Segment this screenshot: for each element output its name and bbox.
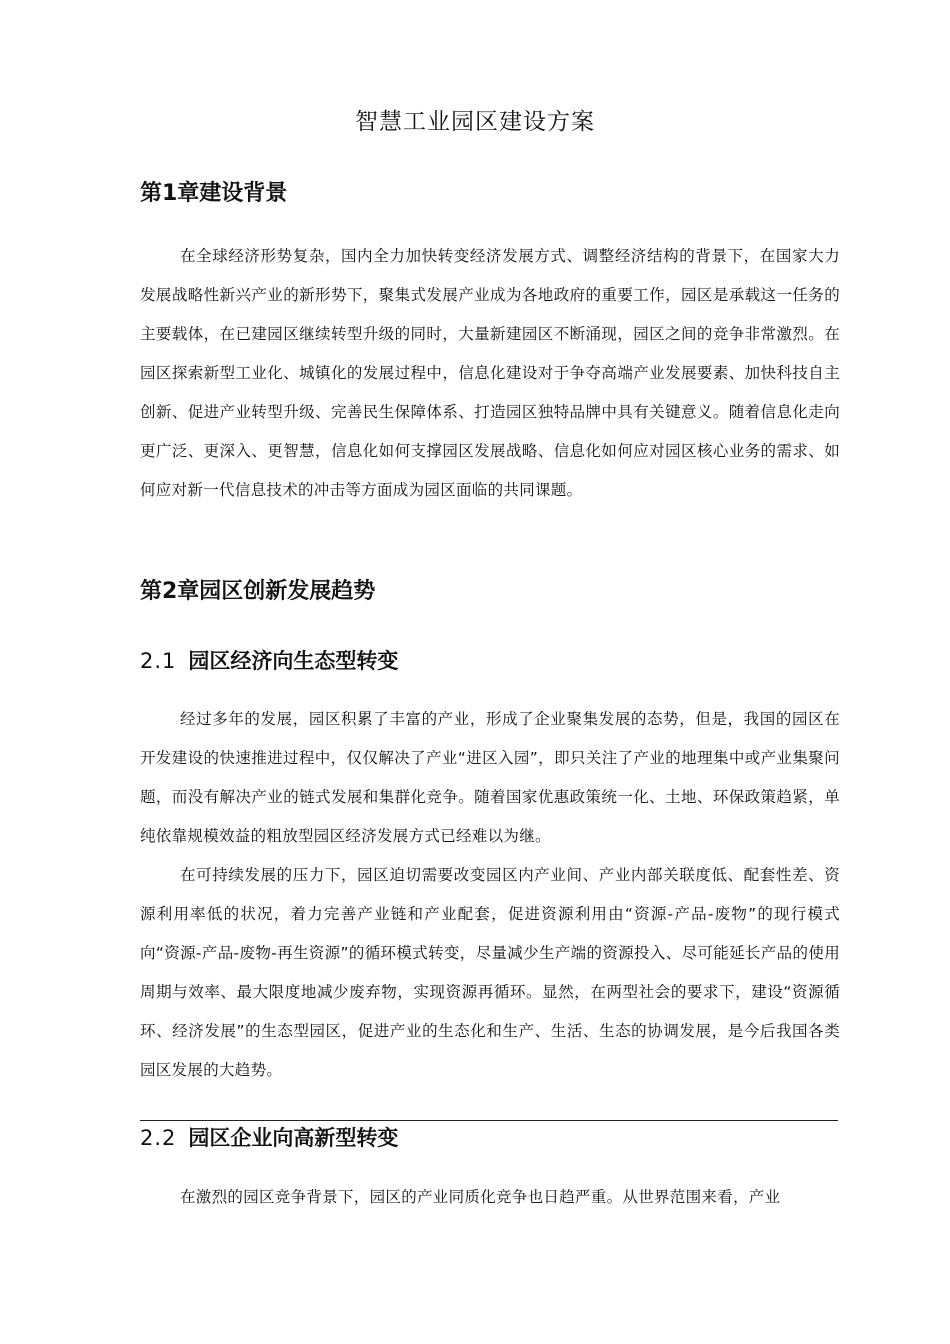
section-2-2-heading bbox=[140, 1122, 398, 1152]
document-title: 智慧工业园区建设方案 bbox=[355, 109, 595, 135]
section-2-1-number: 2.1 bbox=[140, 649, 177, 673]
section-2-2-paragraph: 在激烈的园区竞争背景下，园区的产业同质化竞争也日趋严重。从世界范围来看，产业 bbox=[180, 1188, 781, 1206]
chapter-1-paragraph: 在全球经济形势复杂，国内全力加快转变经济发展方式、调整经济结构的背景下，在国家大力发展战略性新兴产业的新形势下，聚集式发展产业成为各地政府的重要工作，园区是承载这一任务的主要载体，在已建园区继续转型升级的同时，大量新建园区不断涌现，园区之间的竞争非常激烈。在园区探索新型工业化、城镇化的发展过程中，信息化建设对于争夺高端产业发展要素、加快科技自主创新、促进产业转型升级、完善民生保障体系、打造园区独特品牌中具有关键意义。随着信息化走向更广泛、更深入、更智慧，信息化如何支撑园区发展战略、信息化如何应对园区核心业务的需求、如何应对新一代信息技术的冲击等方面成为园区面临的共同课题。 bbox=[140, 247, 840, 499]
section-2-1-paragraph-1: 经过多年的发展，园区积累了丰富的产业，形成了企业聚集发展的态势，但是，我国的园区在开发建设的快速推进过程中，仅仅解决了产业“进区入园”，即只关注了产业的地理集中或产业集聚问题，而没有解决产业的链式发展和集群化竞争。随着国家优惠政策统一化、土地、环保政策趋紧，单纯依靠规模效益的粗放型园区经济发展方式已经难以为继。 bbox=[140, 710, 840, 845]
section-2-1-title: 园区经济向生态型转变 bbox=[188, 649, 399, 673]
section-2-1-paragraph-2: 在可持续发展的压力下，园区迫切需要改变园区内产业间、产业内部关联度低、配套性差、资源利用率低的状况，着力完善产业链和产业配套，促进资源利用由“资源-产品-废物”的现行模式向“资源-产品-废物-再生资源”的循环模式转变，尽量减少生产端的资源投入、尽可能延长产品的使用周期与效率、最大限度地减少废弃物，实现资源再循环。显然，在两型社会的要求下，建设“资源循环、经济发展”的生态型园区，促进产业的生态化和生产、生活、生态的协调发展，是今后我国各类园区发展的大趋势。 bbox=[140, 866, 840, 1079]
section-2-1-heading bbox=[140, 645, 398, 675]
section-divider bbox=[140, 1120, 838, 1121]
chapter-1-heading: 第1章建设背景 bbox=[140, 181, 288, 206]
chapter-2-heading: 第2章园区创新发展趋势 bbox=[140, 579, 376, 604]
section-2-2-number: 2.2 bbox=[140, 1126, 177, 1150]
section-2-2-title: 园区企业向高新型转变 bbox=[188, 1126, 399, 1150]
